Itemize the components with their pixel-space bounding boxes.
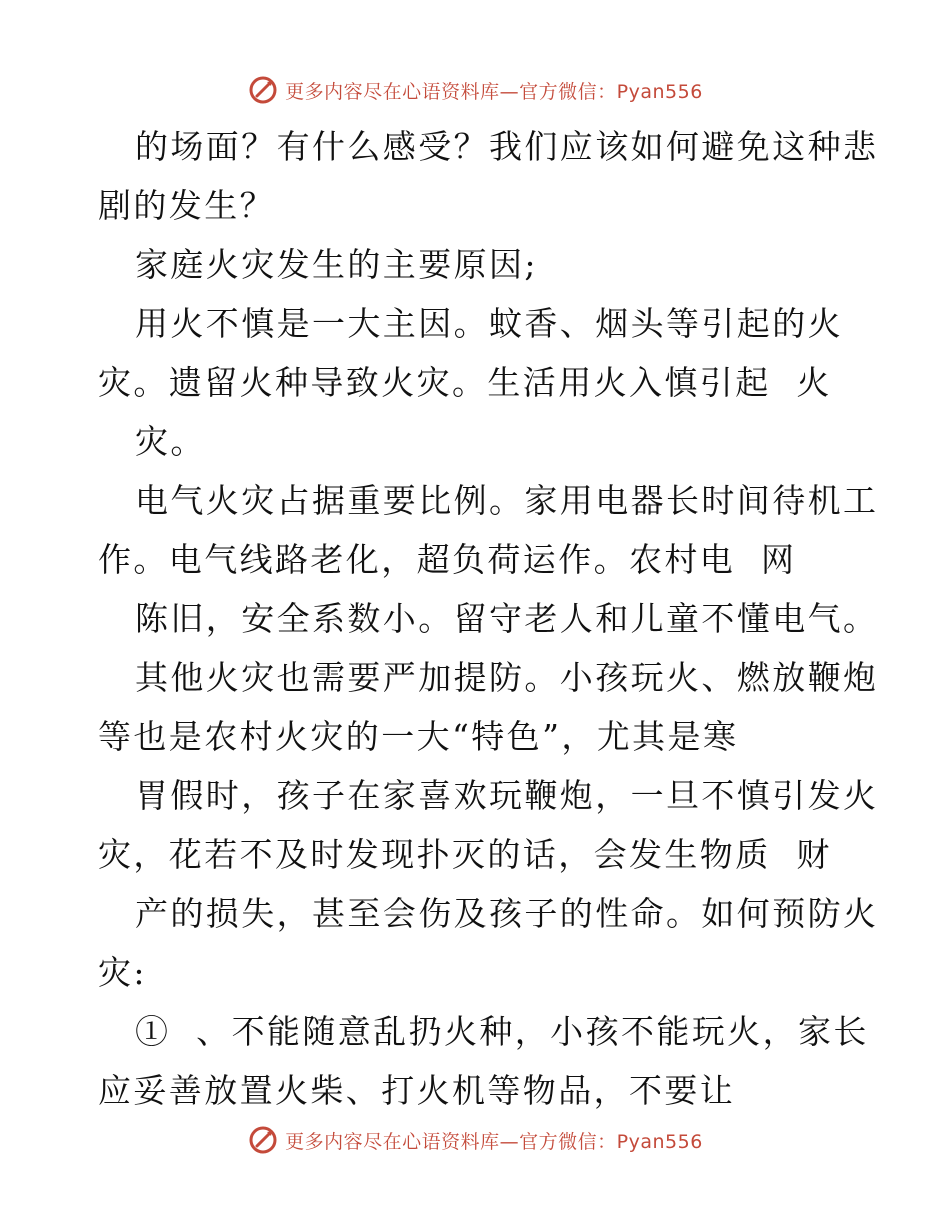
body-line: 的场面？有什么感受？我们应该如何避免这种悲 — [135, 127, 879, 166]
body-line: 其他火灾也需要严加提防。小孩玩火、燃放鞭炮 — [135, 658, 879, 697]
body-line: 陈旧，安全系数小。留守老人和儿童不懂电气。 — [135, 599, 879, 638]
body-line: 胃假时，孩子在家喜欢玩鞭炮，一旦不慎引发火 — [135, 776, 879, 815]
body-line: 剧的发生？ — [98, 186, 275, 225]
footer-banner — [0, 1120, 950, 1160]
body-line: 用火不慎是一大主因。蚊香、烟头等引起的火 — [135, 304, 843, 343]
body-line: 灾。 — [135, 422, 206, 461]
body-line: 等也是农村火灾的一大“特色”，尤其是寒 — [98, 717, 739, 756]
brand-logo-icon — [247, 1124, 279, 1156]
body-line: 灾，花若不及时发现扑灭的话，会发生物质 财 — [98, 835, 832, 874]
body-line: ① 、不能随意乱扔火种，小孩不能玩火，家长 — [135, 1012, 869, 1051]
body-line: 作。电气线路老化，超负荷运作。农村电 网 — [98, 540, 797, 579]
footer-banner-text: 更多内容尽在心语资料库—官方微信：Pyan556 — [285, 1130, 703, 1153]
body-line: 家庭火灾发生的主要原因; — [135, 245, 538, 284]
body-line: 产的损失，甚至会伤及孩子的性命。如何预防火 — [135, 894, 879, 933]
body-line: 电气火灾占据重要比例。家用电器长时间待机工 — [135, 481, 879, 520]
header-banner-text: 更多内容尽在心语资料库—官方微信：Pyan556 — [285, 80, 703, 103]
body-line: 灾: — [98, 953, 147, 992]
body-line: 应妥善放置火柴、打火机等物品，不要让 — [98, 1071, 736, 1110]
body-line: 灾。遗留火种导致火灾。生活用火入慎引起 火 — [98, 363, 832, 402]
